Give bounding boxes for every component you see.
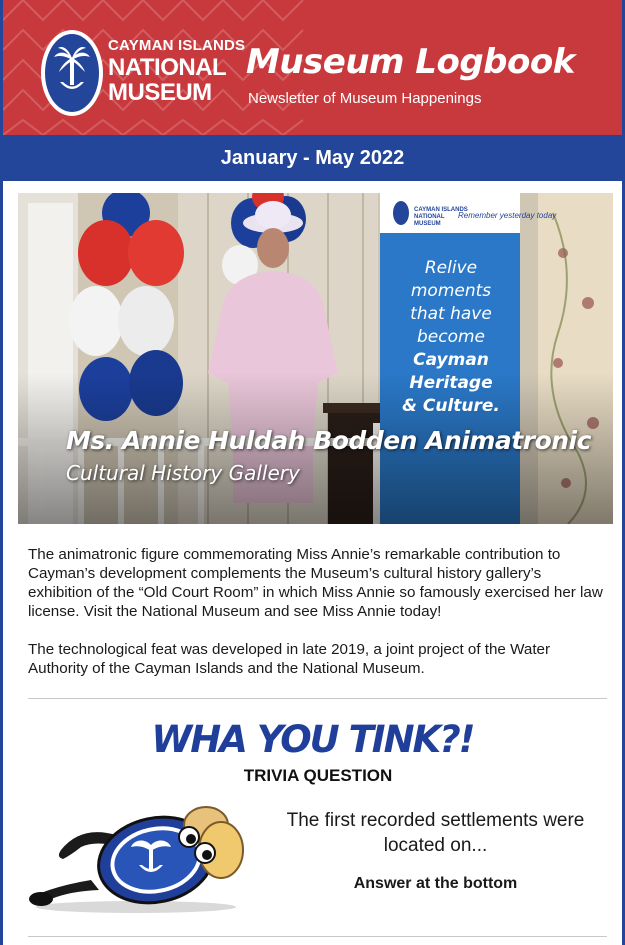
feature-caption-title: Ms. Annie Huldah Bodden Animatronic — [66, 426, 591, 455]
newsletter-header — [3, 0, 622, 135]
banner-line-3: that have — [410, 304, 492, 324]
section-divider-bottom — [28, 936, 607, 937]
trivia-answer-note[interactable]: Answer at the bottom — [353, 875, 518, 892]
banner-logo-line-2: NATIONAL — [414, 214, 445, 220]
banner-line-1: Relive — [424, 258, 478, 278]
issue-date-bar: January - May 2022 — [3, 135, 622, 181]
palm-tree-icon — [53, 44, 91, 100]
mascot-illustration — [21, 795, 251, 915]
article-paragraph-1: The animatronic figure commemorating Miss Annie’s remarkable contribution to Cayman’s development complements the Museum’s cultural history gallery’s exhibition of the “Old Court Room” in which Miss Annie so famously exercised her law license. Visit the National Museum and see Miss Annie today! — [28, 546, 603, 620]
logo-line-2: NATIONAL — [108, 54, 227, 81]
logo-line-1: CAYMAN ISLANDS — [108, 37, 246, 54]
banner-slogan — [396, 257, 506, 418]
banner-logo-line-1: CAYMAN ISLANDS — [414, 207, 468, 213]
banner-tagline: Remember yesterday today — [458, 211, 557, 220]
banner-line-5: Cayman — [413, 350, 489, 370]
feature-photo[interactable] — [18, 193, 613, 524]
logo-line-3: MUSEUM — [108, 79, 212, 106]
trivia-question: The first recorded settlements were located on... — [286, 810, 585, 856]
section-divider — [28, 698, 607, 699]
trivia-subheading: TRIVIA QUESTION — [243, 766, 393, 785]
newsletter-subtitle: Newsletter of Museum Happenings — [248, 90, 482, 107]
banner-logo-line-3: MUSEUM — [414, 221, 441, 227]
article-paragraph-2: The technological feat was developed in late 2019, a joint project of the Water Authority of the Cayman Islands and the National Museum. — [28, 641, 551, 677]
banner-line-4: become — [416, 327, 486, 347]
banner-line-2: moments — [410, 281, 492, 301]
logo-wordmark — [108, 38, 245, 105]
trivia-heading: WHA YOU TINK?! — [151, 718, 474, 761]
feature-caption-subtitle: Cultural History Gallery — [66, 461, 300, 485]
banner-line-7: & Culture. — [402, 396, 500, 416]
banner-line-6: Heritage — [409, 373, 493, 393]
newsletter-title: Museum Logbook — [246, 42, 575, 82]
